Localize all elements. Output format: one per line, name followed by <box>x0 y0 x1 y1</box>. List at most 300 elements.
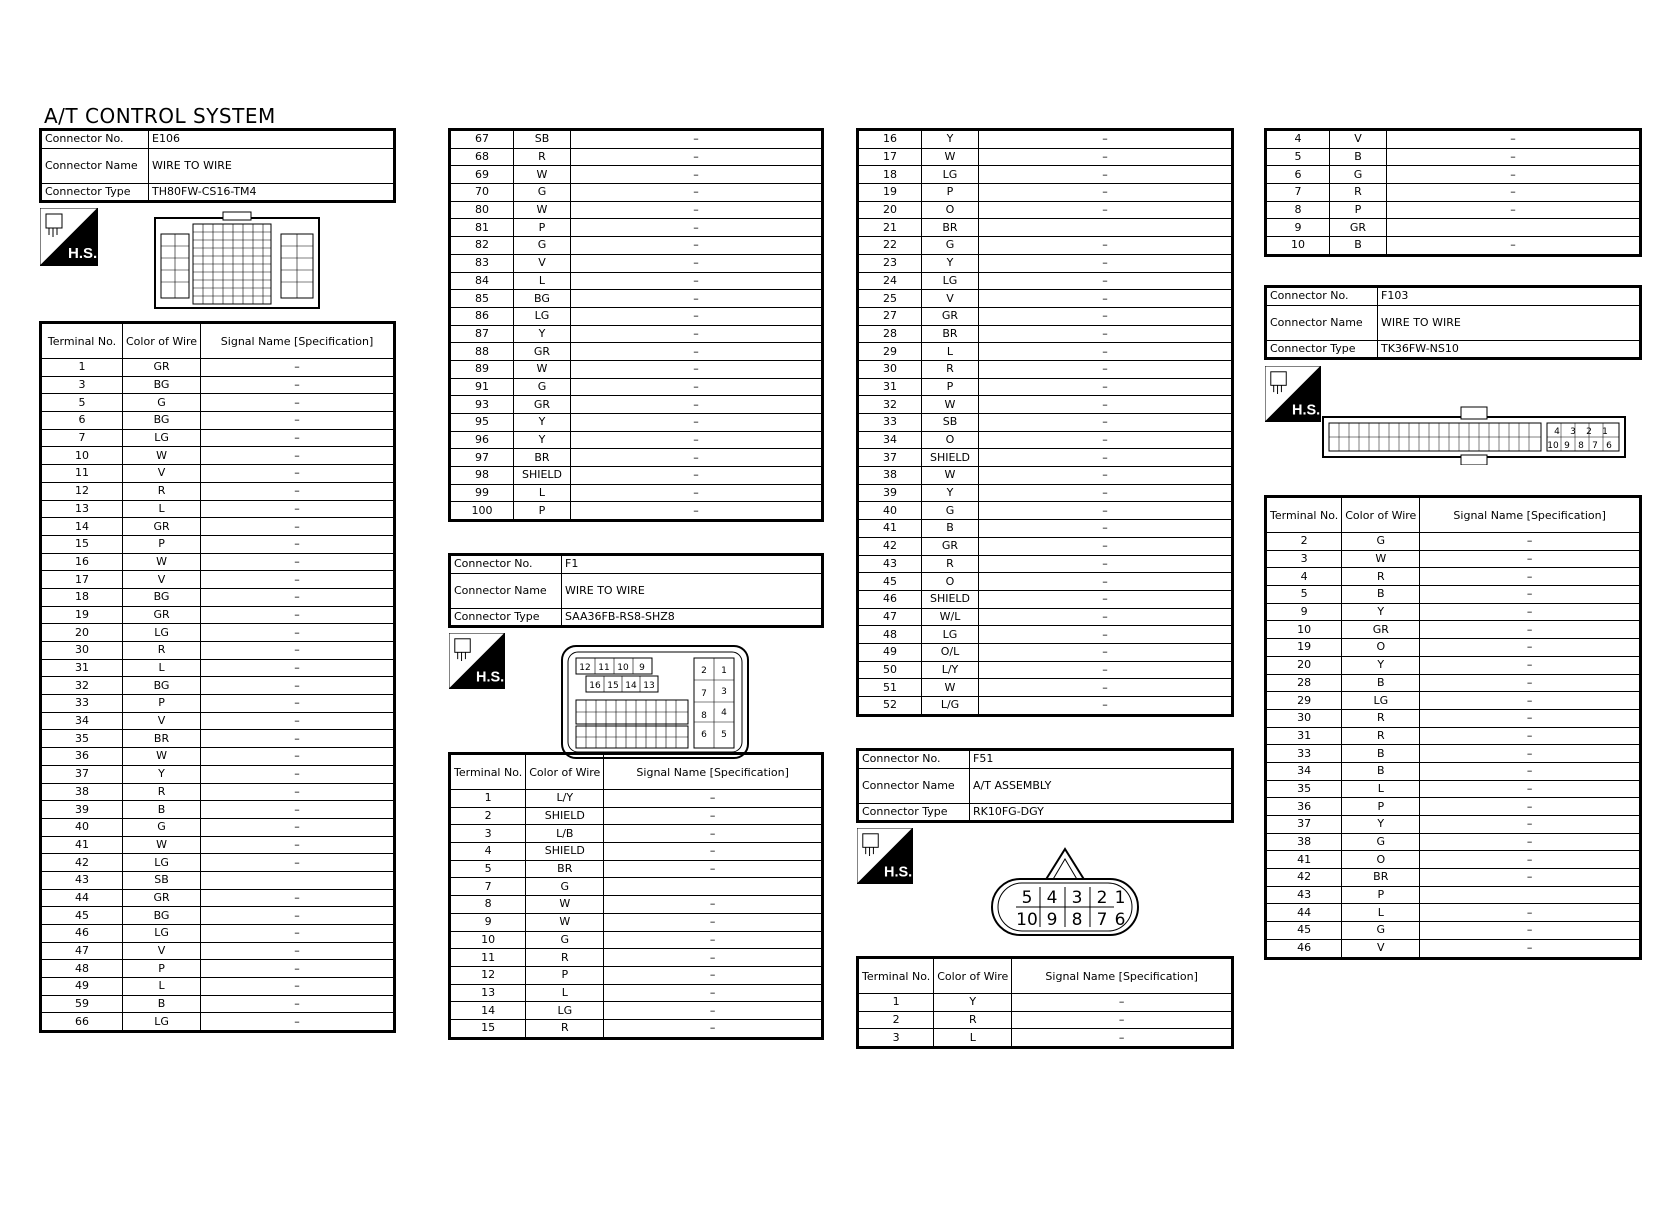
cell-signal-name: – <box>979 643 1233 661</box>
cell-wire-color: L <box>526 984 604 1002</box>
pin-label: 2 <box>1096 888 1108 908</box>
cell-terminal-no: 2 <box>450 807 526 825</box>
cell-terminal-no: 46 <box>1266 939 1342 958</box>
cell-wire-color: G <box>922 502 979 520</box>
cell-signal-name: – <box>201 942 395 960</box>
cell-signal-name: – <box>604 966 823 984</box>
pin-label: 2 <box>1586 427 1592 437</box>
cell-terminal-no: 28 <box>858 325 922 343</box>
cell-signal-name: – <box>201 553 395 571</box>
pin-label: 9 <box>639 663 645 673</box>
table-row <box>41 482 395 500</box>
cell-wire-color: SB <box>514 130 571 149</box>
cell-signal-name: – <box>201 447 395 465</box>
e106-connector-name: WIRE TO WIRE <box>149 148 395 183</box>
cell-wire-color: BR <box>526 860 604 878</box>
cell-wire-color: Y <box>514 431 571 449</box>
label-connector-name: Connector Name <box>1266 305 1378 340</box>
cell-terminal-no: 8 <box>450 896 526 914</box>
cell-wire-color: B <box>1342 586 1420 604</box>
table-row <box>1266 603 1641 621</box>
cell-terminal-no: 40 <box>41 818 123 836</box>
table-row <box>1266 939 1641 958</box>
cell-terminal-no: 9 <box>1266 219 1330 237</box>
cell-signal-name: – <box>571 396 823 414</box>
cell-signal-name <box>604 878 823 896</box>
table-row <box>41 818 395 836</box>
column-4 <box>1264 128 1642 955</box>
label-connector-no: Connector No. <box>41 130 149 149</box>
cell-terminal-no: 13 <box>41 500 123 518</box>
cell-signal-name: – <box>979 502 1233 520</box>
cell-signal-name: – <box>979 166 1233 184</box>
cell-wire-color: L/Y <box>922 661 979 679</box>
cell-wire-color: W <box>514 201 571 219</box>
cell-signal-name: – <box>571 254 823 272</box>
f1-connector-no: F1 <box>562 555 823 574</box>
table-row <box>450 502 823 521</box>
cell-signal-name: – <box>201 730 395 748</box>
cell-terminal-no: 80 <box>450 201 514 219</box>
cell-terminal-no: 36 <box>1266 798 1342 816</box>
cell-terminal-no: 59 <box>41 995 123 1013</box>
cell-wire-color: GR <box>514 343 571 361</box>
col-color-of-wire: Color of Wire <box>526 754 604 790</box>
table-row <box>450 878 823 896</box>
cell-wire-color: R <box>514 148 571 166</box>
pin-label: 7 <box>1096 910 1108 930</box>
table-row <box>41 588 395 606</box>
cell-wire-color: R <box>526 1019 604 1038</box>
cell-wire-color: GR <box>123 359 201 377</box>
pin-label: 4 <box>1554 427 1560 437</box>
pin-label: 5 <box>1021 888 1033 908</box>
cell-wire-color: L <box>922 343 979 361</box>
cell-wire-color: Y <box>123 765 201 783</box>
table-row <box>41 518 395 536</box>
cell-signal-name: – <box>571 219 823 237</box>
table-row <box>450 431 823 449</box>
table-row <box>450 130 823 149</box>
cell-terminal-no: 3 <box>450 825 526 843</box>
table-row <box>858 661 1233 679</box>
pin-label: 13 <box>643 681 655 691</box>
cell-signal-name: – <box>201 925 395 943</box>
cell-terminal-no: 50 <box>858 661 922 679</box>
cell-terminal-no: 18 <box>858 166 922 184</box>
cell-wire-color: W <box>123 447 201 465</box>
table-row <box>41 606 395 624</box>
cell-terminal-no: 15 <box>450 1019 526 1038</box>
cell-signal-name: – <box>1012 1011 1233 1029</box>
pin-label: 15 <box>607 681 619 691</box>
cell-terminal-no: 25 <box>858 290 922 308</box>
cell-signal-name: – <box>1420 939 1641 958</box>
cell-terminal-no: 3 <box>41 376 123 394</box>
table-row <box>41 1013 395 1032</box>
table-row <box>1266 745 1641 763</box>
cell-terminal-no: 68 <box>450 148 514 166</box>
cell-signal-name: – <box>201 642 395 660</box>
cell-wire-color: G <box>922 237 979 255</box>
cell-signal-name: – <box>1387 130 1641 149</box>
table-row <box>858 184 1233 202</box>
cell-wire-color: GR <box>123 518 201 536</box>
cell-wire-color: G <box>514 237 571 255</box>
cell-wire-color: G <box>1342 533 1420 551</box>
cell-signal-name <box>1420 886 1641 904</box>
cell-terminal-no: 34 <box>41 712 123 730</box>
col-terminal-no: Terminal No. <box>1266 497 1342 533</box>
cell-terminal-no: 39 <box>858 484 922 502</box>
cell-signal-name: – <box>979 325 1233 343</box>
pin-label: 3 <box>1071 888 1083 908</box>
cell-terminal-no: 18 <box>41 588 123 606</box>
table-row <box>41 447 395 465</box>
pin-label: 3 <box>1570 427 1576 437</box>
cell-wire-color: B <box>1330 148 1387 166</box>
f51-connector-type: RK10FG-DGY <box>970 803 1233 822</box>
cell-signal-name: – <box>201 960 395 978</box>
table-row <box>858 219 1233 237</box>
cell-wire-color: V <box>123 942 201 960</box>
cell-terminal-no: 32 <box>858 396 922 414</box>
table-row <box>41 889 395 907</box>
cell-signal-name: – <box>1420 745 1641 763</box>
cell-wire-color: P <box>1342 798 1420 816</box>
table-row <box>858 449 1233 467</box>
cell-signal-name: – <box>1420 709 1641 727</box>
cell-signal-name: – <box>571 502 823 521</box>
table-row <box>41 712 395 730</box>
cell-wire-color: B <box>922 520 979 538</box>
pin-label: 3 <box>721 687 727 697</box>
cell-wire-color: O <box>922 431 979 449</box>
table-row <box>450 360 823 378</box>
cell-wire-color: B <box>123 801 201 819</box>
table-row <box>1266 237 1641 256</box>
cell-signal-name: – <box>571 307 823 325</box>
svg-text:H.S.: H.S. <box>68 245 98 262</box>
table-row <box>450 896 823 914</box>
f51-terminal-table <box>856 956 1234 1049</box>
cell-signal-name: – <box>201 376 395 394</box>
cell-terminal-no: 10 <box>450 931 526 949</box>
cell-terminal-no: 38 <box>1266 833 1342 851</box>
table-row <box>41 854 395 872</box>
cell-terminal-no: 37 <box>41 765 123 783</box>
cell-terminal-no: 67 <box>450 130 514 149</box>
cell-terminal-no: 8 <box>1266 201 1330 219</box>
table-row <box>41 394 395 412</box>
cell-terminal-no: 14 <box>450 1002 526 1020</box>
cell-signal-name: – <box>979 237 1233 255</box>
cell-wire-color: R <box>922 360 979 378</box>
cell-signal-name: – <box>571 201 823 219</box>
table-row <box>858 343 1233 361</box>
table-row <box>858 166 1233 184</box>
col-signal-name: Signal Name [Specification] <box>1420 497 1641 533</box>
cell-signal-name: – <box>1420 851 1641 869</box>
cell-signal-name <box>1387 219 1641 237</box>
cell-wire-color: L <box>514 484 571 502</box>
cell-signal-name: – <box>571 343 823 361</box>
pin-label: 8 <box>701 711 707 721</box>
cell-signal-name: – <box>201 535 395 553</box>
label-connector-name: Connector Name <box>41 148 149 183</box>
cell-wire-color: SHIELD <box>526 843 604 861</box>
cell-terminal-no: 48 <box>858 626 922 644</box>
table-row <box>450 272 823 290</box>
table-row <box>1266 166 1641 184</box>
cell-wire-color: BR <box>1342 869 1420 887</box>
col-color-of-wire: Color of Wire <box>934 958 1012 994</box>
cell-signal-name: – <box>979 290 1233 308</box>
cell-terminal-no: 43 <box>41 871 123 889</box>
cell-wire-color: GR <box>123 889 201 907</box>
table-row <box>41 836 395 854</box>
cell-wire-color: O <box>922 573 979 591</box>
table-row <box>1266 904 1641 922</box>
table-row <box>858 555 1233 573</box>
cell-wire-color: L <box>1342 904 1420 922</box>
table-row <box>450 913 823 931</box>
pin-label: 9 <box>1564 441 1570 451</box>
cell-wire-color: W/L <box>922 608 979 626</box>
cell-terminal-no: 28 <box>1266 674 1342 692</box>
cell-wire-color: R <box>1342 709 1420 727</box>
cell-signal-name: – <box>604 896 823 914</box>
table-row <box>41 695 395 713</box>
cell-terminal-no: 48 <box>41 960 123 978</box>
table-row <box>41 995 395 1013</box>
e106-connector-type: TH80FW-CS16-TM4 <box>149 183 395 202</box>
cell-signal-name: – <box>979 431 1233 449</box>
f103-connector-name: WIRE TO WIRE <box>1378 305 1641 340</box>
cell-signal-name: – <box>1387 148 1641 166</box>
f1-connector-name: WIRE TO WIRE <box>562 573 823 608</box>
cell-terminal-no: 1 <box>858 994 934 1012</box>
hs-icon <box>1265 366 1323 424</box>
table-row <box>1266 586 1641 604</box>
col-signal-name: Signal Name [Specification] <box>201 323 395 359</box>
table-row <box>450 184 823 202</box>
page-title: A/T CONTROL SYSTEM <box>44 104 276 128</box>
cell-signal-name: – <box>604 1002 823 1020</box>
f51-connector-diagram <box>990 843 1140 943</box>
e106-terminal-table-cont <box>448 128 824 522</box>
cell-signal-name: – <box>979 608 1233 626</box>
table-row <box>1266 851 1641 869</box>
pin-label: 16 <box>589 681 601 691</box>
table-row <box>858 307 1233 325</box>
table-row <box>858 431 1233 449</box>
cell-terminal-no: 33 <box>1266 745 1342 763</box>
table-row <box>858 254 1233 272</box>
cell-terminal-no: 38 <box>41 783 123 801</box>
cell-terminal-no: 4 <box>450 843 526 861</box>
cell-terminal-no: 49 <box>41 978 123 996</box>
svg-text:H.S.: H.S. <box>1292 402 1321 419</box>
table-row <box>450 343 823 361</box>
cell-wire-color: W <box>123 748 201 766</box>
table-row <box>41 978 395 996</box>
cell-terminal-no: 22 <box>858 237 922 255</box>
table-row <box>1266 869 1641 887</box>
cell-terminal-no: 95 <box>450 414 514 432</box>
cell-terminal-no: 16 <box>858 130 922 149</box>
cell-wire-color: W <box>123 553 201 571</box>
table-row <box>1266 219 1641 237</box>
cell-signal-name: – <box>571 414 823 432</box>
f1-connector-header <box>448 553 824 628</box>
col-terminal-no: Terminal No. <box>858 958 934 994</box>
column-1 <box>39 128 396 1028</box>
pin-label: 14 <box>625 681 637 691</box>
cell-terminal-no: 31 <box>1266 727 1342 745</box>
table-row <box>41 376 395 394</box>
cell-wire-color: W <box>526 913 604 931</box>
cell-signal-name: – <box>604 931 823 949</box>
cell-wire-color: L <box>123 500 201 518</box>
table-row <box>858 1029 1233 1048</box>
table-row <box>41 801 395 819</box>
cell-terminal-no: 91 <box>450 378 514 396</box>
f51-connector-header <box>856 748 1234 823</box>
table-row <box>1266 798 1641 816</box>
cell-terminal-no: 2 <box>858 1011 934 1029</box>
cell-signal-name: – <box>1420 621 1641 639</box>
cell-wire-color: R <box>1342 568 1420 586</box>
pin-label: 9 <box>1046 910 1058 930</box>
cell-signal-name: – <box>201 765 395 783</box>
table-row <box>1266 709 1641 727</box>
cell-terminal-no: 33 <box>858 414 922 432</box>
cell-terminal-no: 10 <box>1266 237 1330 256</box>
cell-terminal-no: 21 <box>858 219 922 237</box>
cell-terminal-no: 7 <box>41 429 123 447</box>
cell-signal-name: – <box>571 237 823 255</box>
cell-signal-name: – <box>979 360 1233 378</box>
label-connector-type: Connector Type <box>858 803 970 822</box>
cell-signal-name: – <box>979 679 1233 697</box>
table-row <box>1266 639 1641 657</box>
cell-wire-color: BG <box>514 290 571 308</box>
cell-terminal-no: 19 <box>858 184 922 202</box>
e106-connector-no: E106 <box>149 130 395 149</box>
cell-wire-color: Y <box>934 994 1012 1012</box>
f51-connector-name: A/T ASSEMBLY <box>970 768 1233 803</box>
cell-wire-color: P <box>514 219 571 237</box>
table-row <box>41 429 395 447</box>
cell-terminal-no: 31 <box>41 659 123 677</box>
table-row <box>450 790 823 808</box>
cell-terminal-no: 41 <box>41 836 123 854</box>
cell-wire-color: V <box>922 290 979 308</box>
table-row <box>1266 762 1641 780</box>
cell-signal-name: – <box>604 843 823 861</box>
cell-terminal-no: 47 <box>858 608 922 626</box>
cell-terminal-no: 81 <box>450 219 514 237</box>
cell-terminal-no: 47 <box>41 942 123 960</box>
cell-signal-name: – <box>1420 922 1641 940</box>
cell-terminal-no: 5 <box>41 394 123 412</box>
cell-terminal-no: 49 <box>858 643 922 661</box>
cell-terminal-no: 41 <box>1266 851 1342 869</box>
cell-signal-name: – <box>1420 904 1641 922</box>
table-row <box>1266 550 1641 568</box>
cell-signal-name: – <box>979 520 1233 538</box>
cell-signal-name: – <box>201 394 395 412</box>
cell-wire-color: V <box>1342 939 1420 958</box>
cell-wire-color: LG <box>922 166 979 184</box>
cell-signal-name: – <box>604 807 823 825</box>
cell-signal-name: – <box>979 414 1233 432</box>
table-row <box>1266 816 1641 834</box>
cell-signal-name: – <box>979 590 1233 608</box>
cell-wire-color: BG <box>123 907 201 925</box>
table-row <box>41 465 395 483</box>
cell-signal-name: – <box>1420 692 1641 710</box>
label-connector-no: Connector No. <box>1266 287 1378 306</box>
table-row <box>41 907 395 925</box>
cell-terminal-no: 4 <box>1266 130 1330 149</box>
cell-terminal-no: 35 <box>1266 780 1342 798</box>
table-row <box>858 502 1233 520</box>
cell-wire-color: GR <box>1330 219 1387 237</box>
cell-wire-color: BG <box>123 376 201 394</box>
f51-terminal-table-cont <box>1264 128 1642 257</box>
cell-wire-color: Y <box>922 484 979 502</box>
cell-signal-name: – <box>571 484 823 502</box>
label-connector-no: Connector No. <box>450 555 562 574</box>
cell-wire-color: L/B <box>526 825 604 843</box>
table-row <box>858 679 1233 697</box>
cell-signal-name: – <box>604 790 823 808</box>
e106-connector-header <box>39 128 396 203</box>
cell-signal-name: – <box>1420 674 1641 692</box>
cell-signal-name: – <box>201 801 395 819</box>
cell-signal-name: – <box>571 467 823 485</box>
cell-terminal-no: 7 <box>1266 184 1330 202</box>
f1-connector-diagram <box>560 644 750 764</box>
cell-wire-color: L <box>123 978 201 996</box>
cell-terminal-no: 12 <box>41 482 123 500</box>
cell-wire-color: G <box>1342 922 1420 940</box>
cell-signal-name: – <box>1420 833 1641 851</box>
cell-signal-name: – <box>1012 994 1233 1012</box>
cell-terminal-no: 15 <box>41 535 123 553</box>
cell-wire-color: SHIELD <box>922 449 979 467</box>
table-row <box>41 642 395 660</box>
svg-text:H.S.: H.S. <box>884 864 913 881</box>
cell-terminal-no: 10 <box>1266 621 1342 639</box>
cell-wire-color: L <box>934 1029 1012 1048</box>
table-row <box>450 307 823 325</box>
cell-wire-color: Y <box>922 130 979 149</box>
table-row <box>41 871 395 889</box>
cell-signal-name: – <box>201 978 395 996</box>
table-row <box>858 396 1233 414</box>
cell-signal-name: – <box>571 130 823 149</box>
cell-terminal-no: 42 <box>858 537 922 555</box>
hs-icon <box>40 208 98 266</box>
pin-label: 7 <box>701 689 707 699</box>
table-row <box>450 467 823 485</box>
table-row <box>858 360 1233 378</box>
table-row <box>450 1002 823 1020</box>
cell-wire-color: P <box>514 502 571 521</box>
